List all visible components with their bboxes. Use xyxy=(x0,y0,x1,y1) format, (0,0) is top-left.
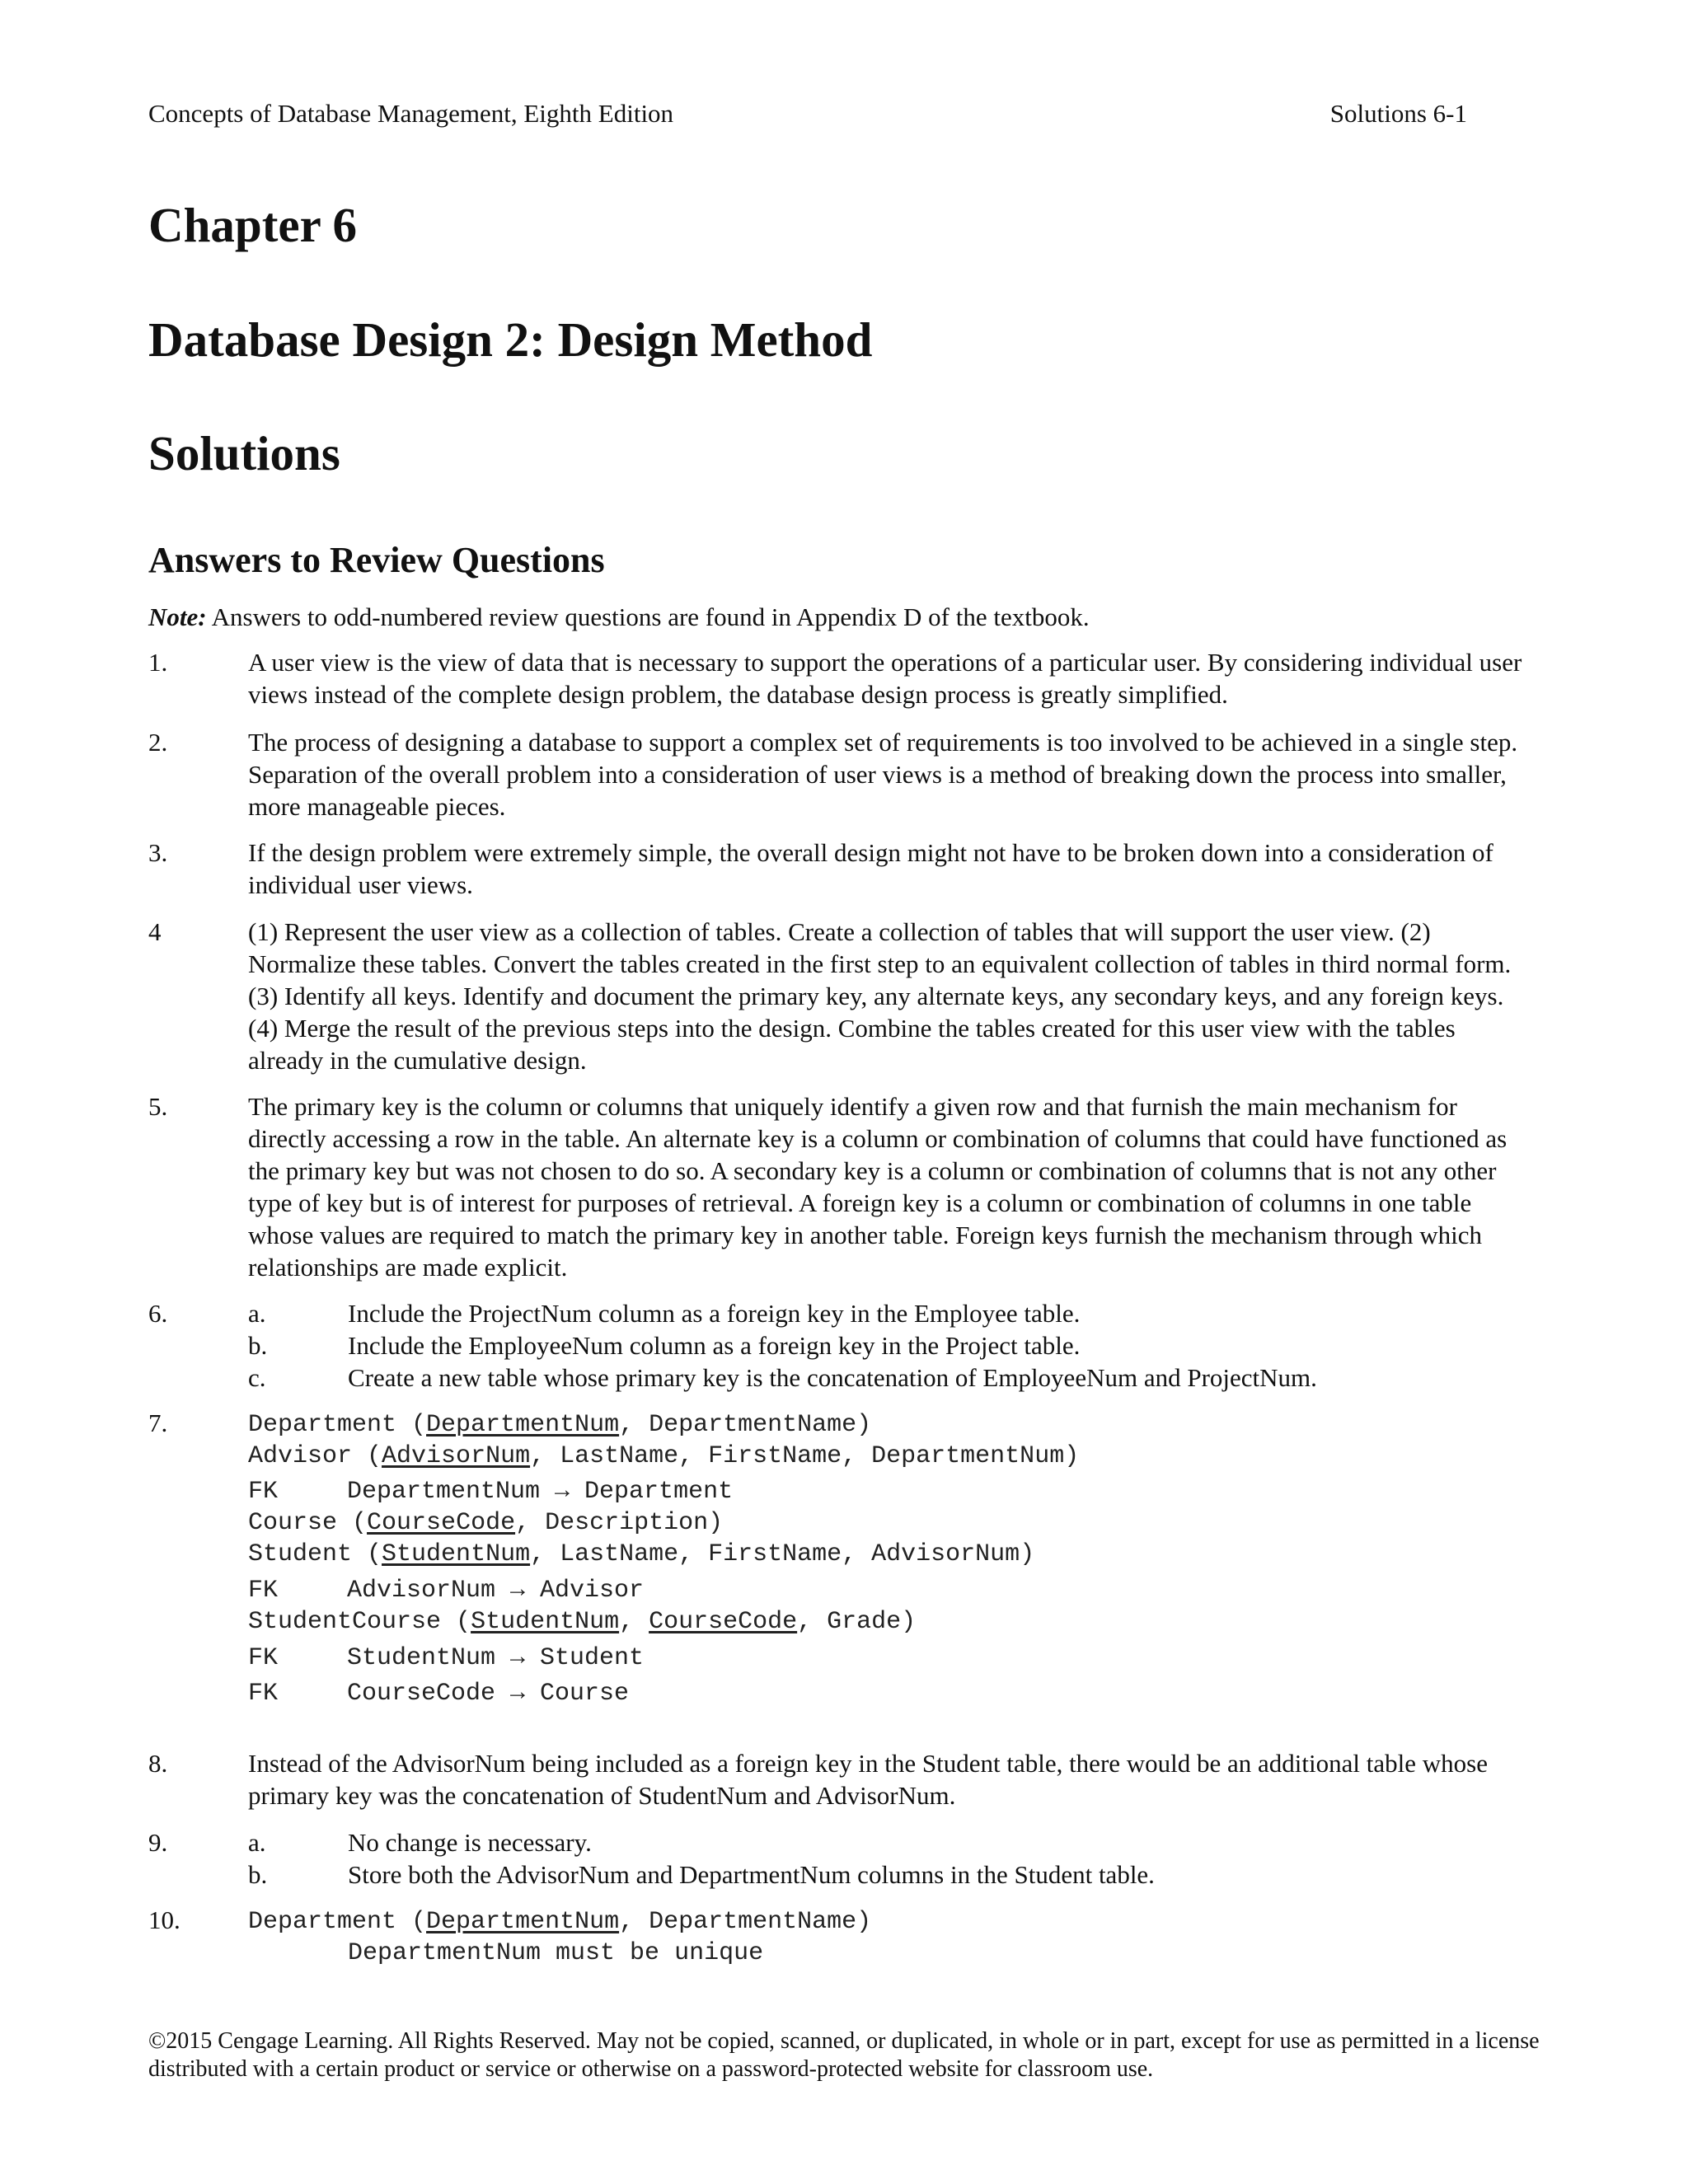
table-definition: Student (StudentNum, LastName, FirstName, AdvisorNum) xyxy=(248,1540,1035,1568)
question-number: 8. xyxy=(148,1749,168,1778)
item-letter: b. xyxy=(248,1860,268,1889)
question-number: 4 xyxy=(148,917,162,946)
item-text: Include the EmployeeNum column as a foreign key in the Project table. xyxy=(348,1331,1081,1360)
item-letter: c. xyxy=(248,1363,266,1392)
foreign-key: FK AdvisorNum → Advisor xyxy=(248,1577,645,1605)
answer-text: If the design problem were extremely simple, the overall design might not have to be broken down into a consideration of individual user views. xyxy=(248,838,1493,899)
answer-text: Instead of the AdvisorNum being included as a foreign key in the Student table, there would be an additional table whose primary key was the concatenation of StudentNum and AdvisorNum. xyxy=(248,1749,1488,1810)
primary-key: DepartmentNum xyxy=(426,1411,620,1439)
foreign-key: FK StudentNum → Student xyxy=(248,1644,645,1672)
constraint-text: DepartmentNum must be unique xyxy=(348,1939,764,1967)
foreign-key: FK DepartmentNum → Department xyxy=(248,1478,734,1506)
primary-key: AdvisorNum xyxy=(382,1442,531,1470)
question-number: 5. xyxy=(148,1092,168,1121)
chapter-title: Chapter 6 xyxy=(148,198,357,252)
question-number: 6. xyxy=(148,1299,168,1328)
question-number: 7. xyxy=(148,1408,168,1437)
answer-text: (1) Represent the user view as a collection of tables. Create a collection of tables that will support the user view. (2) Normalize these tables. Convert the tables created in the first step to an equivalent collection of tables in third normal form. (3) Identify all keys. Identify and document the primary key, any alternate keys, any secondary keys, and any foreign keys. (4) Merge the result of the previous steps into the design. Combine the tables created for this user view with the tables already in the cumulative design. xyxy=(248,917,1512,1075)
item-text: Store both the AdvisorNum and DepartmentNum columns in the Student table. xyxy=(348,1860,1155,1889)
solutions-heading: Solutions xyxy=(148,426,340,480)
note-text: Answers to odd-numbered review questions are found in Appendix D of the textbook. xyxy=(206,602,1090,631)
answer-text: The process of designing a database to support a complex set of requirements is too involved to be achieved in a single step. Separation of the overall problem into a consideration of user views is a method of breaking down the process into smaller, more manageable pieces. xyxy=(248,728,1518,821)
primary-key: DepartmentNum xyxy=(426,1908,620,1936)
book-title: Concepts of Database Management, Eighth Edition xyxy=(148,99,674,128)
question-number: 2. xyxy=(148,728,168,757)
foreign-key: FK CourseCode → Course xyxy=(248,1680,630,1708)
item-text: Create a new table whose primary key is the concatenation of EmployeeNum and ProjectNum. xyxy=(348,1363,1317,1392)
running-header xyxy=(148,99,1467,129)
answer-text: The primary key is the column or columns that uniquely identify a given row and that furnish the main mechanism for directly accessing a row in the table. An alternate key is a column or combination of columns that could have functioned as the primary key but was not chosen to do so. A secondary key is a column or combination of columns that is not any other type of key but is of interest for purposes of retrieval. A foreign key is a column or combination of columns in one table whose values are required to match the primary key in another table. Foreign keys furnish the mechanism through which relationships are made explicit. xyxy=(248,1092,1507,1282)
item-text: Include the ProjectNum column as a foreign key in the Employee table. xyxy=(348,1299,1081,1328)
primary-key: StudentNum xyxy=(471,1608,620,1636)
item-letter: b. xyxy=(248,1331,268,1360)
table-definition: Course (CourseCode, Description) xyxy=(248,1509,724,1537)
table-definition: Advisor (AdvisorNum, LastName, FirstName, DepartmentNum) xyxy=(248,1442,1080,1470)
question-number: 3. xyxy=(148,838,168,867)
question-number: 1. xyxy=(148,648,168,677)
primary-key: StudentNum xyxy=(382,1540,531,1568)
note xyxy=(148,602,1090,632)
table-definition: Department (DepartmentNum, DepartmentName) xyxy=(248,1908,872,1936)
section-heading: Answers to Review Questions xyxy=(148,540,605,580)
table-definition: StudentCourse (StudentNum, CourseCode, Grade) xyxy=(248,1608,917,1636)
item-text: No change is necessary. xyxy=(348,1828,592,1857)
answer-text: A user view is the view of data that is necessary to support the operations of a particular user. By considering individual user views instead of the complete design problem, the database design process is greatly simplified. xyxy=(248,648,1522,709)
question-number: 10. xyxy=(148,1905,181,1934)
primary-key: CourseCode xyxy=(367,1509,516,1537)
chapter-subtitle: Database Design 2: Design Method xyxy=(148,312,873,367)
item-letter: a. xyxy=(248,1299,266,1328)
table-definition: Department (DepartmentNum, DepartmentName) xyxy=(248,1411,872,1439)
item-letter: a. xyxy=(248,1828,266,1857)
question-number: 9. xyxy=(148,1828,168,1857)
primary-key: CourseCode xyxy=(649,1608,798,1636)
copyright-footer: ©2015 Cengage Learning. All Rights Reserved. May not be copied, scanned, or duplicated, in whole or in part, except for use as permitted in a license distributed with a certain product or service or otherwise on a password-protected website for classroom use. xyxy=(148,2028,1540,2082)
page-label: Solutions 6-1 xyxy=(1329,99,1467,128)
note-label: Note: xyxy=(148,602,207,631)
